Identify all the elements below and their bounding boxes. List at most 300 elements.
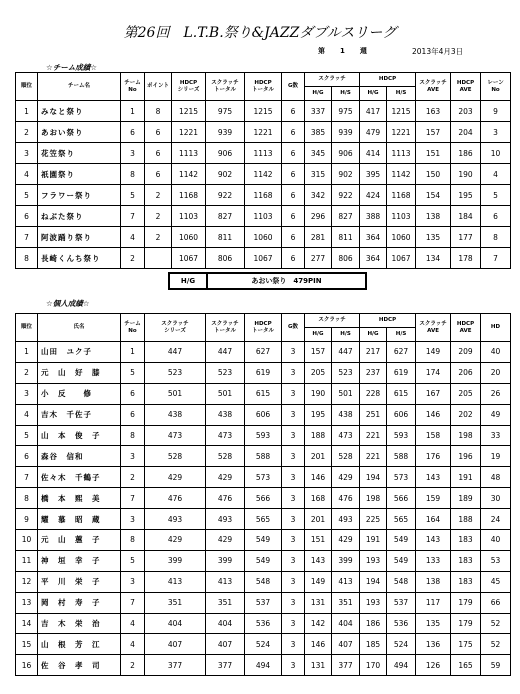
- team-cell-lane: 5: [481, 185, 511, 206]
- individual-cell-s-hs: 429: [332, 530, 360, 551]
- team-cell-games: 6: [282, 101, 305, 122]
- individual-cell-games: 3: [282, 613, 305, 634]
- team-cell-games: 6: [282, 122, 305, 143]
- individual-cell-rank: 3: [16, 383, 38, 404]
- individual-cell-rank: 8: [16, 488, 38, 509]
- team-cell-scratch-total: 811: [206, 227, 245, 248]
- individual-cell-h-total: 615: [245, 383, 282, 404]
- team-cell-point: 2: [145, 206, 172, 227]
- individual-cell-name: 吉木 千佐子: [38, 404, 121, 425]
- team-cell-no: 5: [121, 185, 145, 206]
- individual-cell-h-hg: 225: [360, 509, 387, 530]
- header-team-name: チーム名: [38, 73, 121, 101]
- team-cell-h-ave: 195: [451, 185, 481, 206]
- individual-cell-games: 3: [282, 634, 305, 655]
- team-cell-lane: 6: [481, 206, 511, 227]
- team-cell-rank: 7: [16, 227, 38, 248]
- team-row: [16, 185, 511, 206]
- individual-row: [16, 655, 511, 676]
- individual-cell-s-ave: 149: [416, 342, 451, 363]
- individual-cell-h-total: 566: [245, 488, 282, 509]
- individual-cell-h-hg: 194: [360, 467, 387, 488]
- individual-cell-h-hg: 185: [360, 634, 387, 655]
- individual-cell-s-total: 407: [206, 634, 245, 655]
- team-cell-hdcp-total: 1103: [245, 206, 282, 227]
- team-cell-point: 2: [145, 185, 172, 206]
- team-row: [16, 164, 511, 185]
- ind-header-scratch-total: スクラッチ トータル: [206, 314, 245, 342]
- ind-header-team-no: チーム No: [121, 314, 145, 342]
- team-cell-no: 2: [121, 248, 145, 269]
- individual-cell-games: 3: [282, 655, 305, 676]
- individual-cell-no: 7: [121, 592, 145, 613]
- individual-cell-series: 399: [145, 550, 206, 571]
- team-cell-name: あおい祭り: [38, 122, 121, 143]
- individual-cell-no: 7: [121, 488, 145, 509]
- individual-cell-series: 413: [145, 571, 206, 592]
- individual-cell-h-ave: 206: [451, 362, 481, 383]
- individual-cell-h-total: 537: [245, 592, 282, 613]
- team-cell-games: 6: [282, 206, 305, 227]
- individual-cell-s-total: 404: [206, 613, 245, 634]
- week-label: 第 1 週: [318, 47, 371, 55]
- individual-cell-s-hs: 399: [332, 550, 360, 571]
- team-cell-h-hg: 364: [360, 227, 387, 248]
- team-cell-h-hg: 417: [360, 101, 387, 122]
- team-cell-point: 6: [145, 164, 172, 185]
- individual-cell-rank: 2: [16, 362, 38, 383]
- individual-cell-h-hs: 593: [387, 425, 416, 446]
- individual-cell-hd: 66: [481, 592, 511, 613]
- individual-cell-hd: 40: [481, 342, 511, 363]
- individual-cell-games: 3: [282, 404, 305, 425]
- individual-cell-s-ave: 146: [416, 404, 451, 425]
- team-cell-h-hs: 1060: [387, 227, 416, 248]
- individual-cell-no: 8: [121, 530, 145, 551]
- individual-cell-h-total: 548: [245, 571, 282, 592]
- individual-cell-s-ave: 133: [416, 550, 451, 571]
- individual-cell-s-ave: 159: [416, 488, 451, 509]
- individual-cell-h-total: 573: [245, 467, 282, 488]
- individual-cell-hd: 20: [481, 362, 511, 383]
- individual-cell-h-hs: 566: [387, 488, 416, 509]
- individual-cell-s-ave: 126: [416, 655, 451, 676]
- individual-row: [16, 592, 511, 613]
- team-row: [16, 122, 511, 143]
- individual-cell-series: 493: [145, 509, 206, 530]
- team-cell-hdcp-series: 1067: [172, 248, 206, 269]
- individual-cell-games: 3: [282, 467, 305, 488]
- individual-cell-no: 1: [121, 342, 145, 363]
- individual-row: [16, 550, 511, 571]
- team-cell-hdcp-series: 1103: [172, 206, 206, 227]
- team-cell-scratch-total: 902: [206, 164, 245, 185]
- individual-cell-h-ave: 198: [451, 425, 481, 446]
- individual-row: [16, 613, 511, 634]
- team-cell-hdcp-total: 1142: [245, 164, 282, 185]
- individual-cell-series: 528: [145, 446, 206, 467]
- individual-cell-h-hg: 221: [360, 425, 387, 446]
- team-cell-games: 6: [282, 185, 305, 206]
- individual-cell-s-hs: 429: [332, 467, 360, 488]
- individual-cell-name: 吉 木 栄 治: [38, 613, 121, 634]
- individual-cell-s-hs: 493: [332, 509, 360, 530]
- header-scratch: スクラッチ: [305, 73, 360, 87]
- team-cell-s-hs: 827: [332, 206, 360, 227]
- individual-cell-s-ave: 117: [416, 592, 451, 613]
- individual-section-title: ☆個人成績☆: [46, 299, 90, 308]
- individual-cell-h-hs: 573: [387, 467, 416, 488]
- individual-cell-s-total: 399: [206, 550, 245, 571]
- individual-cell-s-hs: 523: [332, 362, 360, 383]
- individual-cell-h-hg: 193: [360, 592, 387, 613]
- individual-cell-hd: 40: [481, 530, 511, 551]
- team-cell-hdcp-series: 1060: [172, 227, 206, 248]
- individual-cell-h-hs: 565: [387, 509, 416, 530]
- team-cell-hdcp-series: 1113: [172, 143, 206, 164]
- individual-cell-hd: 52: [481, 634, 511, 655]
- individual-cell-s-total: 377: [206, 655, 245, 676]
- ind-header-name: 氏名: [38, 314, 121, 342]
- team-cell-lane: 7: [481, 248, 511, 269]
- header-games: G数: [282, 73, 305, 101]
- individual-cell-s-hg: 201: [305, 509, 332, 530]
- team-cell-no: 7: [121, 206, 145, 227]
- individual-cell-rank: 12: [16, 571, 38, 592]
- team-cell-h-hs: 1221: [387, 122, 416, 143]
- individual-cell-rank: 13: [16, 592, 38, 613]
- individual-cell-h-ave: 188: [451, 509, 481, 530]
- individual-cell-name: 佐 谷 孝 司: [38, 655, 121, 676]
- individual-cell-no: 3: [121, 571, 145, 592]
- ind-header-scratch-hg: H/G: [305, 328, 332, 342]
- individual-cell-h-hs: 588: [387, 446, 416, 467]
- team-cell-h-hs: 1113: [387, 143, 416, 164]
- individual-cell-h-hs: 494: [387, 655, 416, 676]
- team-cell-h-hs: 1067: [387, 248, 416, 269]
- individual-cell-rank: 4: [16, 404, 38, 425]
- header-scratch-total: スクラッチ トータル: [206, 73, 245, 101]
- team-cell-hdcp-series: 1142: [172, 164, 206, 185]
- individual-cell-h-total: 565: [245, 509, 282, 530]
- team-cell-name: 阿波踊り祭り: [38, 227, 121, 248]
- high-game-label: H/G: [169, 273, 207, 289]
- individual-cell-games: 3: [282, 509, 305, 530]
- individual-row: [16, 362, 511, 383]
- individual-cell-s-total: 429: [206, 467, 245, 488]
- team-cell-hdcp-total: 1067: [245, 248, 282, 269]
- team-cell-h-ave: 178: [451, 248, 481, 269]
- team-cell-games: 6: [282, 248, 305, 269]
- individual-cell-series: 404: [145, 613, 206, 634]
- individual-cell-h-hg: 221: [360, 446, 387, 467]
- individual-cell-s-total: 493: [206, 509, 245, 530]
- individual-cell-hd: 19: [481, 446, 511, 467]
- team-cell-s-hs: 906: [332, 143, 360, 164]
- individual-cell-name: 耀 慕 昭 蔵: [38, 509, 121, 530]
- document-title: 第26回 L.T.B.祭り&JAZZダブルスリーグ: [123, 25, 397, 41]
- individual-cell-hd: 53: [481, 550, 511, 571]
- individual-cell-h-total: 524: [245, 634, 282, 655]
- individual-cell-h-ave: 183: [451, 571, 481, 592]
- individual-cell-s-hg: 195: [305, 404, 332, 425]
- individual-cell-h-total: 606: [245, 404, 282, 425]
- individual-cell-s-hg: 143: [305, 550, 332, 571]
- individual-cell-no: 8: [121, 425, 145, 446]
- individual-cell-s-ave: 143: [416, 530, 451, 551]
- individual-cell-h-total: 588: [245, 446, 282, 467]
- ind-header-games: G数: [282, 314, 305, 342]
- individual-cell-h-total: 536: [245, 613, 282, 634]
- individual-cell-s-hg: 149: [305, 571, 332, 592]
- team-cell-scratch-total: 827: [206, 206, 245, 227]
- individual-cell-name: 平 川 栄 子: [38, 571, 121, 592]
- individual-cell-s-total: 351: [206, 592, 245, 613]
- team-row: [16, 227, 511, 248]
- team-cell-h-hg: 395: [360, 164, 387, 185]
- individual-cell-no: 3: [121, 509, 145, 530]
- team-cell-rank: 1: [16, 101, 38, 122]
- individual-cell-games: 3: [282, 530, 305, 551]
- individual-cell-hd: 48: [481, 467, 511, 488]
- individual-cell-s-ave: 136: [416, 634, 451, 655]
- header-hdcp-hs: H/S: [387, 87, 416, 101]
- individual-cell-s-hg: 146: [305, 634, 332, 655]
- team-row: [16, 101, 511, 122]
- individual-cell-rank: 15: [16, 634, 38, 655]
- team-cell-s-hs: 939: [332, 122, 360, 143]
- individual-cell-h-total: 627: [245, 342, 282, 363]
- individual-cell-hd: 33: [481, 425, 511, 446]
- individual-cell-no: 4: [121, 613, 145, 634]
- individual-cell-name: 元 山 蕙 子: [38, 530, 121, 551]
- team-cell-no: 6: [121, 122, 145, 143]
- header-scratch-hg: H/G: [305, 87, 332, 101]
- individual-cell-s-hg: 146: [305, 467, 332, 488]
- individual-cell-name: 小 反 修: [38, 383, 121, 404]
- ind-header-hdcp-ave: HDCP AVE: [451, 314, 481, 342]
- individual-cell-name: 佐々木 千鶴子: [38, 467, 121, 488]
- individual-cell-series: 429: [145, 530, 206, 551]
- team-cell-hdcp-total: 1168: [245, 185, 282, 206]
- team-cell-s-hg: 277: [305, 248, 332, 269]
- individual-cell-s-hg: 168: [305, 488, 332, 509]
- individual-cell-rank: 7: [16, 467, 38, 488]
- team-cell-lane: 4: [481, 164, 511, 185]
- team-cell-scratch-total: 906: [206, 143, 245, 164]
- team-cell-no: 1: [121, 101, 145, 122]
- individual-cell-s-hs: 404: [332, 613, 360, 634]
- team-cell-point: 6: [145, 143, 172, 164]
- ind-header-hdcp-hg: H/G: [360, 328, 387, 342]
- individual-cell-h-hs: 536: [387, 613, 416, 634]
- individual-cell-series: 407: [145, 634, 206, 655]
- individual-cell-no: 4: [121, 634, 145, 655]
- individual-cell-games: 3: [282, 488, 305, 509]
- ind-header-scratch-series: スクラッチ シリーズ: [145, 314, 206, 342]
- individual-cell-games: 3: [282, 425, 305, 446]
- team-cell-h-ave: 177: [451, 227, 481, 248]
- team-row: [16, 248, 511, 269]
- individual-cell-s-hg: 205: [305, 362, 332, 383]
- individual-cell-name: 山 根 芳 江: [38, 634, 121, 655]
- header-hdcp-series: HDCP シリーズ: [172, 73, 206, 101]
- team-cell-h-hg: 424: [360, 185, 387, 206]
- individual-cell-no: 6: [121, 404, 145, 425]
- header-scratch-ave: スクラッチ AVE: [416, 73, 451, 101]
- team-cell-s-hg: 315: [305, 164, 332, 185]
- team-row: [16, 143, 511, 164]
- team-cell-h-hg: 364: [360, 248, 387, 269]
- individual-cell-s-total: 447: [206, 342, 245, 363]
- individual-cell-s-total: 476: [206, 488, 245, 509]
- individual-cell-s-ave: 135: [416, 613, 451, 634]
- individual-cell-hd: 30: [481, 488, 511, 509]
- team-row: [16, 206, 511, 227]
- individual-cell-s-total: 473: [206, 425, 245, 446]
- individual-cell-games: 3: [282, 383, 305, 404]
- team-high-game-box: [168, 272, 367, 290]
- individual-cell-h-hs: 549: [387, 530, 416, 551]
- individual-cell-s-hs: 413: [332, 571, 360, 592]
- individual-cell-s-hs: 528: [332, 446, 360, 467]
- team-cell-s-ave: 157: [416, 122, 451, 143]
- team-cell-h-ave: 184: [451, 206, 481, 227]
- individual-cell-h-ave: 205: [451, 383, 481, 404]
- team-cell-s-hs: 902: [332, 164, 360, 185]
- individual-cell-h-ave: 189: [451, 488, 481, 509]
- team-cell-rank: 4: [16, 164, 38, 185]
- individual-cell-hd: 59: [481, 655, 511, 676]
- team-cell-name: みなと祭り: [38, 101, 121, 122]
- individual-cell-series: 501: [145, 383, 206, 404]
- team-cell-games: 6: [282, 164, 305, 185]
- individual-cell-s-hs: 476: [332, 488, 360, 509]
- individual-cell-h-ave: 202: [451, 404, 481, 425]
- header-team-no: チーム No: [121, 73, 145, 101]
- team-cell-name: フラワー祭り: [38, 185, 121, 206]
- individual-cell-h-hs: 615: [387, 383, 416, 404]
- individual-cell-s-hg: 190: [305, 383, 332, 404]
- individual-cell-name: 森谷 信和: [38, 446, 121, 467]
- team-cell-no: 8: [121, 164, 145, 185]
- individual-row: [16, 509, 511, 530]
- team-cell-s-hg: 385: [305, 122, 332, 143]
- individual-cell-no: 2: [121, 467, 145, 488]
- individual-cell-h-hs: 537: [387, 592, 416, 613]
- individual-cell-no: 5: [121, 550, 145, 571]
- individual-cell-rank: 11: [16, 550, 38, 571]
- individual-cell-s-hs: 438: [332, 404, 360, 425]
- individual-cell-s-total: 413: [206, 571, 245, 592]
- team-cell-name: 祇園祭り: [38, 164, 121, 185]
- individual-cell-rank: 10: [16, 530, 38, 551]
- ind-header-scratch-ave: スクラッチ AVE: [416, 314, 451, 342]
- individual-row: [16, 571, 511, 592]
- header-scratch-hs: H/S: [332, 87, 360, 101]
- individual-cell-h-hs: 619: [387, 362, 416, 383]
- team-cell-rank: 3: [16, 143, 38, 164]
- team-cell-h-hg: 388: [360, 206, 387, 227]
- individual-cell-series: 473: [145, 425, 206, 446]
- individual-cell-h-ave: 175: [451, 634, 481, 655]
- team-cell-s-hs: 806: [332, 248, 360, 269]
- individual-cell-h-hg: 198: [360, 488, 387, 509]
- individual-cell-series: 438: [145, 404, 206, 425]
- high-game-value: あおい祭り 479PIN: [207, 273, 366, 289]
- individual-cell-h-hg: 251: [360, 404, 387, 425]
- team-cell-point: 8: [145, 101, 172, 122]
- team-cell-scratch-total: 922: [206, 185, 245, 206]
- ind-header-hd: HD: [481, 314, 511, 342]
- team-cell-hdcp-total: 1215: [245, 101, 282, 122]
- team-cell-h-hs: 1142: [387, 164, 416, 185]
- individual-cell-h-hs: 548: [387, 571, 416, 592]
- individual-cell-s-ave: 143: [416, 467, 451, 488]
- team-cell-rank: 2: [16, 122, 38, 143]
- individual-cell-s-hs: 447: [332, 342, 360, 363]
- team-cell-s-ave: 154: [416, 185, 451, 206]
- individual-cell-h-ave: 183: [451, 530, 481, 551]
- header-hdcp-ave: HDCP AVE: [451, 73, 481, 101]
- team-cell-h-hg: 479: [360, 122, 387, 143]
- individual-cell-h-hs: 549: [387, 550, 416, 571]
- individual-cell-s-ave: 164: [416, 509, 451, 530]
- team-cell-s-hs: 975: [332, 101, 360, 122]
- individual-cell-s-hs: 351: [332, 592, 360, 613]
- individual-cell-h-hg: 228: [360, 383, 387, 404]
- team-cell-h-ave: 190: [451, 164, 481, 185]
- individual-row: [16, 488, 511, 509]
- ind-header-hdcp-total: HDCP トータル: [245, 314, 282, 342]
- team-cell-rank: 8: [16, 248, 38, 269]
- individual-cell-hd: 49: [481, 404, 511, 425]
- individual-cell-s-hs: 377: [332, 655, 360, 676]
- individual-cell-no: 6: [121, 383, 145, 404]
- team-cell-s-hs: 811: [332, 227, 360, 248]
- team-cell-point: 6: [145, 122, 172, 143]
- ind-header-scratch-hs: H/S: [332, 328, 360, 342]
- report-date: 2013年4月3日: [412, 47, 464, 56]
- individual-cell-s-hg: 142: [305, 613, 332, 634]
- individual-cell-s-ave: 176: [416, 446, 451, 467]
- individual-cell-rank: 9: [16, 509, 38, 530]
- individual-cell-s-hg: 151: [305, 530, 332, 551]
- team-cell-h-hs: 1168: [387, 185, 416, 206]
- individual-row: [16, 342, 511, 363]
- individual-row: [16, 467, 511, 488]
- individual-cell-no: 3: [121, 446, 145, 467]
- team-cell-s-hg: 337: [305, 101, 332, 122]
- team-cell-lane: 3: [481, 122, 511, 143]
- individual-cell-series: 447: [145, 342, 206, 363]
- individual-cell-no: 2: [121, 655, 145, 676]
- individual-cell-s-total: 438: [206, 404, 245, 425]
- individual-cell-h-ave: 179: [451, 592, 481, 613]
- team-cell-rank: 6: [16, 206, 38, 227]
- individual-cell-name: 元 山 好 膝: [38, 362, 121, 383]
- individual-row: [16, 425, 511, 446]
- individual-cell-series: 523: [145, 362, 206, 383]
- individual-cell-s-hg: 201: [305, 446, 332, 467]
- individual-cell-h-ave: 209: [451, 342, 481, 363]
- individual-cell-h-hg: 191: [360, 530, 387, 551]
- team-cell-no: 4: [121, 227, 145, 248]
- team-cell-s-ave: 150: [416, 164, 451, 185]
- team-cell-no: 3: [121, 143, 145, 164]
- individual-cell-h-hg: 237: [360, 362, 387, 383]
- individual-cell-name: 岡 村 寿 子: [38, 592, 121, 613]
